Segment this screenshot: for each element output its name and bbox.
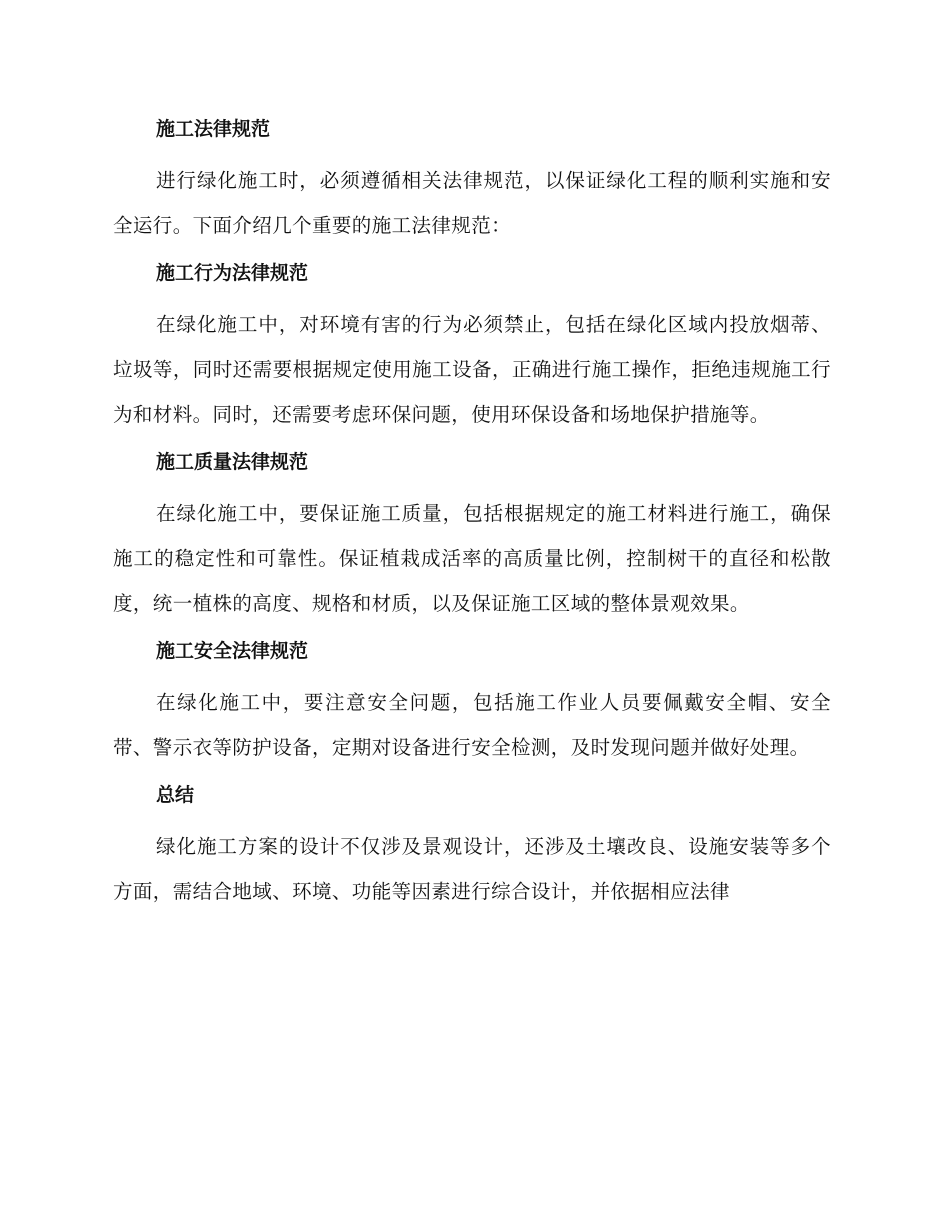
section-heading: 施工质量法律规范 (156, 451, 309, 473)
section-heading: 施工行为法律规范 (156, 262, 309, 284)
section-heading: 总结 (156, 784, 195, 806)
section-paragraph: 绿化施工方案的设计不仅涉及景观设计，还涉及土壤改良、设施安装等多个方面，需结合地域、环境、功能等因素进行综合设计，并依据相应法律 (113, 835, 831, 903)
section-legal-norms (113, 112, 831, 248)
section-heading: 施工安全法律规范 (156, 640, 309, 662)
section-quality-norms (113, 445, 831, 626)
section-heading: 施工法律规范 (156, 118, 271, 140)
document-page (113, 112, 831, 922)
section-summary (113, 778, 831, 914)
section-conduct-norms (113, 256, 831, 437)
section-paragraph: 进行绿化施工时，必须遵循相关法律规范，以保证绿化工程的顺利实施和安全运行。下面介绍几个重要的施工法律规范： (113, 169, 831, 237)
section-paragraph: 在绿化施工中，要保证施工质量，包括根据规定的施工材料进行施工，确保施工的稳定性和可靠性。保证植栽成活率的高质量比例，控制树干的直径和松散度，统一植株的高度、规格和材质，以及保证施工区域的整体景观效果。 (113, 502, 831, 615)
section-paragraph: 在绿化施工中，要注意安全问题，包括施工作业人员要佩戴安全帽、安全带、警示衣等防护设备，定期对设备进行安全检测，及时发现问题并做好处理。 (113, 691, 831, 759)
section-safety-norms (113, 634, 831, 770)
section-paragraph: 在绿化施工中，对环境有害的行为必须禁止，包括在绿化区域内投放烟蒂、垃圾等，同时还需要根据规定使用施工设备，正确进行施工操作，拒绝违规施工行为和材料。同时，还需要考虑环保问题，使用环保设备和场地保护措施等。 (113, 313, 831, 426)
